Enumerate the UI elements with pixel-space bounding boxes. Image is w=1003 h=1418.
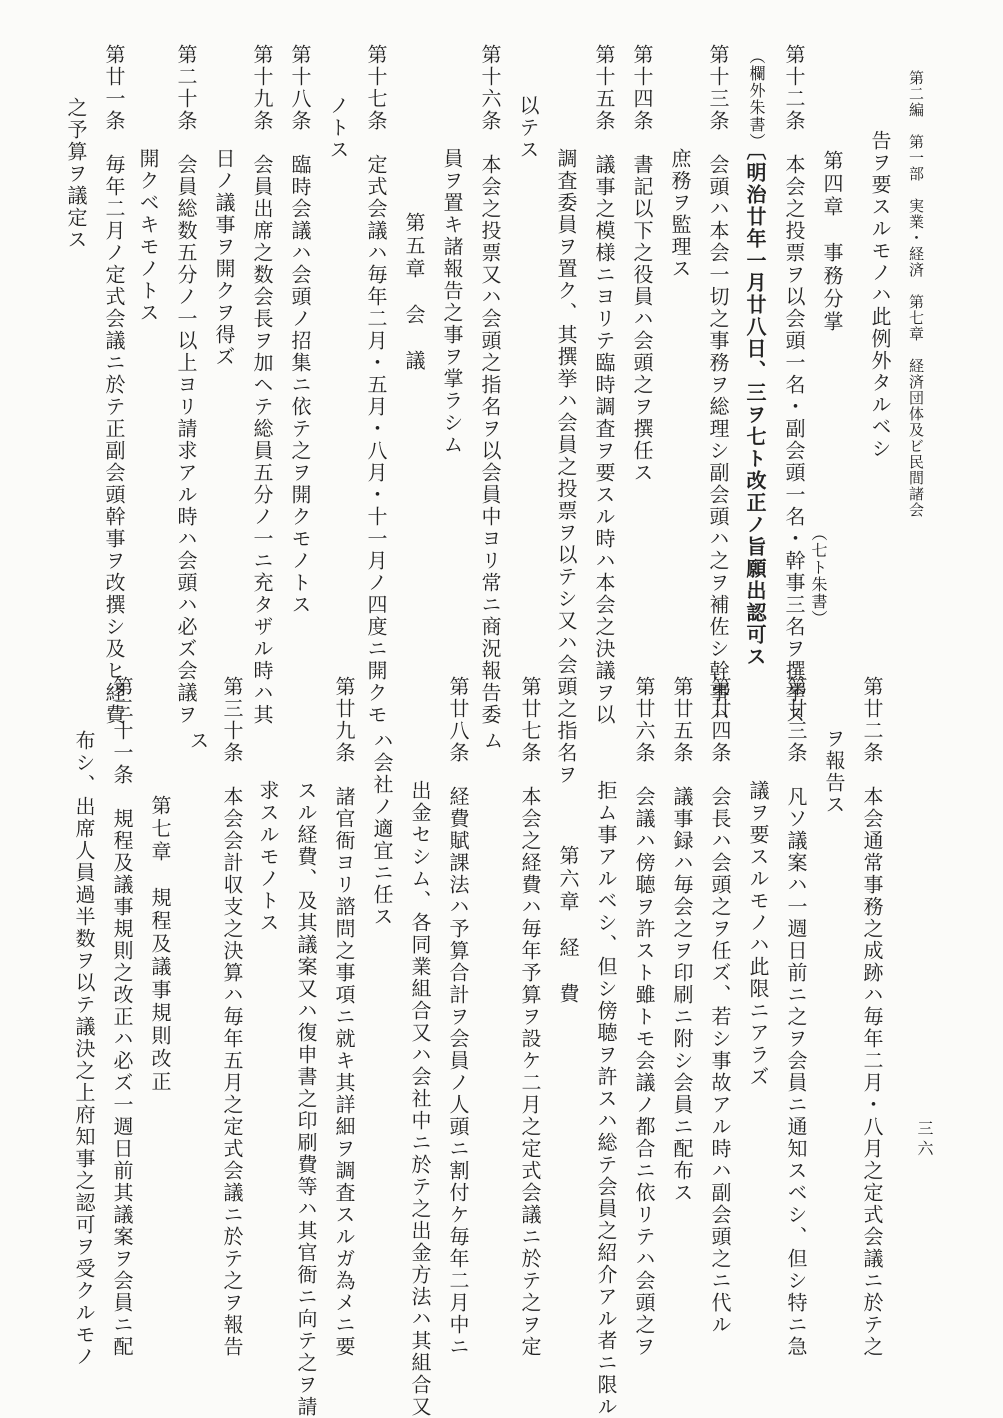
text-column: ス	[186, 730, 210, 752]
article-20: 第二十条 会員総数五分ノ一以上ヨリ請求アル時ハ会頭ハ必ズ会議ヲ	[174, 44, 198, 726]
text-column: 以テス	[516, 95, 540, 161]
article-14: 第十四条 書記以下之役員ハ会頭之ヲ撰任ス	[630, 44, 654, 484]
chapter-heading: 第六章 経 費	[556, 845, 580, 1006]
article-18: 第十八条 臨時会議ハ会頭ノ招集ニ依テ之ヲ開クモノトス	[288, 44, 312, 616]
article-28: 第廿八条 経費賦課法ハ予算合計ヲ会員ノ人頭ニ割付ケ毎年二月中ニ	[446, 676, 470, 1358]
article-13: 第十三条 会頭ハ本会一切之事務ヲ総理シ副会頭ハ之ヲ補佐シ幹事ハ	[706, 44, 730, 726]
text-column: 庶務ヲ監理ス	[668, 148, 692, 280]
text-column: 員ヲ置キ諸報告之事ヲ掌ラシム	[440, 148, 464, 456]
article-16: 第十六条 本会之投票又ハ会頭之指名ヲ以会員中ヨリ常ニ商況報告委	[478, 44, 502, 726]
article-17: 第十七条 定式会議ハ毎年二月・五月・八月・十一月ノ四度ニ開クモ	[364, 44, 388, 726]
article-23: 第廿三条 凡ソ議案ハ一週日前ニ之ヲ会員ニ通知スベシ、但シ特ニ急	[784, 676, 808, 1358]
text-column: ム	[480, 730, 504, 752]
text-column: ハ会社ノ適宜ニ任ス	[370, 730, 394, 928]
text-column: 日ノ議事ヲ開クヲ得ズ	[212, 148, 236, 368]
chapter-heading: 第五章 会 議	[402, 212, 426, 373]
article-26: 第廿六条 会議ハ傍聴ヲ許スト雖トモ会議ノ都合ニ依リテハ会頭之ヲ	[632, 676, 656, 1358]
page-number: 三六	[915, 1120, 934, 1160]
text-column: ノトス	[326, 95, 350, 161]
text-column: 布シ、出席人員過半数ヲ以テ議決之上府知事之認可ヲ受クルモノ	[72, 730, 96, 1368]
text-column: ヲ報告ス	[822, 728, 846, 816]
article-22: 第廿二条 本会通常事務之成跡ハ毎年二月・八月之定式会議ニ於テ之	[860, 676, 884, 1358]
text-column: 開クベキモノトス	[136, 148, 160, 324]
article-21: 第廿一条 毎年二月ノ定式会議ニ於テ正副会頭幹事ヲ改撰シ及ヒ経費	[102, 44, 126, 726]
article-24: 第廿四条 会長ハ会頭之ヲ任ズ、若シ事故アル時ハ副会頭之ニ代ル	[708, 676, 732, 1336]
article-12: 第十二条 本会之投票ヲ以会頭一名・副会頭一名・幹事三名ヲ撰挙ス	[782, 44, 806, 726]
text-column: 之予算ヲ議定ス	[64, 97, 88, 251]
text-column: 出金セシム、各同業組合又ハ会社中ニ於テ之出金方法ハ其組合又	[408, 780, 432, 1418]
text-column: 議ヲ要スルモノハ此限ニアラズ	[746, 780, 770, 1088]
text-column: 調査委員ヲ置ク、其撰挙ハ会員之投票ヲ以テシ又ハ会頭之指名ヲ	[554, 148, 578, 786]
text-column: 告ヲ要スルモノハ此例外タルベシ	[868, 130, 892, 460]
margin-note-label: （欄外朱書）	[747, 48, 766, 150]
margin-note-text: 〔明治廿年一月廿八日、三ヲ七ト改正ノ旨願出認可ス	[743, 140, 767, 668]
text-column: 拒ム事アルベシ、但シ傍聴ヲ許スハ総テ会員之紹介アル者ニ限ル	[594, 780, 618, 1418]
article-19: 第十九条 会員出席之数会長ヲ加ヘテ総員五分ノ一ニ充タザル時ハ其	[250, 44, 274, 726]
article-25: 第廿五条 議事録ハ毎会之ヲ印刷ニ附シ会員ニ配布ス	[670, 676, 694, 1204]
red-ink-note: （七ト朱書）	[809, 525, 828, 627]
chapter-heading: 第四章 事務分掌	[820, 150, 844, 334]
text-column: スル経費、及其議案又ハ復申書之印刷費等ハ其官衙ニ向テ之ヲ請	[294, 780, 318, 1418]
article-15: 第十五条 議事之模様ニヨリテ臨時調査ヲ要スル時ハ本会之決議ヲ以	[592, 44, 616, 726]
text-column: 求スルモノトス	[256, 780, 280, 934]
running-header: 第二編 第一部 実業・経済 第七章 経済団体及ビ民間諸会	[907, 70, 925, 518]
article-27: 第廿七条 本会之経費ハ毎年予算ヲ設ケ二月之定式会議ニ於テ之ヲ定	[518, 676, 542, 1358]
article-31: 第三十一条 規程及議事規則之改正ハ必ズ一週日前其議案ヲ会員ニ配	[110, 676, 134, 1358]
article-29: 第廿九条 諸官衙ヨリ諮問之事項ニ就キ其詳細ヲ調査スルガ為メニ要	[332, 676, 356, 1358]
chapter-heading: 第七章 規程及議事規則改正	[148, 795, 172, 1094]
article-30: 第三十条 本会会計収支之決算ハ毎年五月之定式会議ニ於テ之ヲ報告	[220, 676, 244, 1358]
